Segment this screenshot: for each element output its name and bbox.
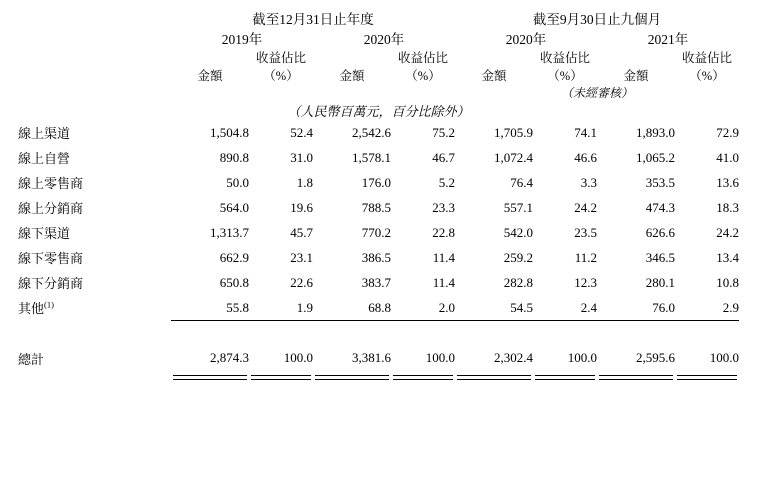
cell-value: 19.6 bbox=[290, 199, 313, 215]
cell-value: 2,542.6 bbox=[352, 124, 391, 140]
cell-value: 13.6 bbox=[716, 174, 739, 190]
row-label-online-retailers: 線上零售商 bbox=[18, 176, 84, 191]
cell-value: 46.7 bbox=[432, 149, 455, 165]
cell-value: 22.6 bbox=[290, 274, 313, 290]
cell-value: 259.2 bbox=[503, 249, 533, 265]
total-value: 100.0 bbox=[533, 343, 597, 373]
cell-value: 31.0 bbox=[290, 149, 313, 165]
cell-value: 1,065.2 bbox=[636, 149, 675, 165]
cell-value: 10.8 bbox=[716, 274, 739, 290]
cell-value: 18.3 bbox=[716, 199, 739, 215]
cell-value: 557.1 bbox=[503, 199, 533, 215]
header-unit-amount-2019: 金額 bbox=[197, 69, 223, 83]
currency-note-row bbox=[18, 101, 739, 120]
cell-value: 72.9 bbox=[716, 124, 739, 140]
cell-value: 74.1 bbox=[574, 124, 597, 140]
row-label-online-self-operated: 線上自營 bbox=[18, 151, 71, 166]
table-row bbox=[18, 195, 739, 220]
total-value: 100.0 bbox=[249, 343, 313, 373]
cell-value: 282.8 bbox=[503, 274, 533, 290]
cell-value: 1,578.1 bbox=[352, 149, 391, 165]
unaudited-note: （未經審核） bbox=[560, 86, 633, 100]
header-year-2020-ninemonth: 2020年 bbox=[505, 32, 547, 47]
cell-value: 386.5 bbox=[361, 249, 391, 265]
header-sub-row bbox=[18, 48, 739, 66]
cell-value: 1,705.9 bbox=[494, 124, 533, 140]
table-row bbox=[18, 145, 739, 170]
cell-value: 54.5 bbox=[510, 299, 533, 315]
header-corner-empty bbox=[18, 8, 171, 28]
header-year-empty bbox=[18, 28, 171, 48]
total-value: 100.0 bbox=[675, 343, 739, 373]
cell-value: 24.2 bbox=[574, 199, 597, 215]
cell-value: 11.4 bbox=[432, 274, 455, 290]
cell-value: 890.8 bbox=[219, 149, 249, 165]
header-sub-pct-2020a: 收益佔比 bbox=[397, 51, 448, 65]
cell-value: 788.5 bbox=[361, 199, 391, 215]
table-row bbox=[18, 295, 739, 321]
total-value: 2,595.6 bbox=[597, 343, 675, 373]
table-row bbox=[18, 220, 739, 245]
unaudited-empty bbox=[18, 84, 455, 101]
cell-value: 22.8 bbox=[432, 224, 455, 240]
unaudited-row bbox=[18, 84, 739, 101]
row-label-total: 總計 bbox=[18, 351, 45, 367]
cell-value: 3.3 bbox=[580, 174, 597, 190]
header-sub-spacer-2 bbox=[313, 48, 391, 66]
header-group-row bbox=[18, 8, 739, 28]
cell-value: 383.7 bbox=[361, 274, 391, 290]
header-sub-spacer-3 bbox=[455, 48, 533, 66]
cell-value: 11.4 bbox=[432, 249, 455, 265]
cell-value: 1,893.0 bbox=[636, 124, 675, 140]
total-value: 2,874.3 bbox=[171, 343, 249, 373]
header-sub-pct-2020n: 收益佔比 bbox=[539, 51, 590, 65]
cell-value: 50.0 bbox=[226, 174, 249, 190]
cell-value: 23.3 bbox=[432, 199, 455, 215]
header-unit-amount-2020a: 金額 bbox=[339, 69, 365, 83]
cell-value: 76.4 bbox=[510, 174, 533, 190]
row-label-others-text: 其他 bbox=[18, 301, 45, 317]
table-row bbox=[18, 245, 739, 270]
cell-value: 52.4 bbox=[290, 124, 313, 140]
cell-value: 41.0 bbox=[716, 149, 739, 165]
header-unit-amount-2021: 金額 bbox=[623, 69, 649, 83]
total-row bbox=[18, 343, 739, 373]
row-label-offline-retailers: 線下零售商 bbox=[18, 251, 84, 266]
header-unit-pct-2019: （%） bbox=[263, 69, 299, 83]
table-row bbox=[18, 170, 739, 195]
row-label-online-channel: 線上渠道 bbox=[18, 126, 71, 141]
cell-value: 13.4 bbox=[716, 249, 739, 265]
header-unit-pct-2020a: （%） bbox=[405, 69, 441, 83]
cell-value: 24.2 bbox=[716, 224, 739, 240]
cell-value: 5.2 bbox=[438, 174, 455, 190]
header-unit-pct-2020n: （%） bbox=[547, 69, 583, 83]
cell-value: 1,072.4 bbox=[494, 149, 533, 165]
currency-note: （人民幣百萬元，百分比除外） bbox=[287, 104, 470, 119]
cell-value: 176.0 bbox=[361, 174, 391, 190]
cell-value: 542.0 bbox=[503, 224, 533, 240]
total-spacer bbox=[18, 321, 739, 343]
header-group-ninemonth: 截至9月30日止九個月 bbox=[532, 12, 662, 27]
cell-value: 626.6 bbox=[645, 224, 675, 240]
row-label-offline-distributors: 線下分銷商 bbox=[18, 276, 84, 291]
cell-value: 23.1 bbox=[290, 249, 313, 265]
cell-value: 75.2 bbox=[432, 124, 455, 140]
cell-value: 2.9 bbox=[722, 299, 739, 315]
footnote-marker: (1) bbox=[44, 299, 54, 310]
cell-value: 76.0 bbox=[652, 299, 675, 315]
row-label-others bbox=[18, 295, 171, 321]
header-year-row bbox=[18, 28, 739, 48]
total-value: 2,302.4 bbox=[455, 343, 533, 373]
header-unit-amount-2020n: 金額 bbox=[481, 69, 507, 83]
cell-value: 1,313.7 bbox=[210, 224, 249, 240]
cell-value: 662.9 bbox=[219, 249, 249, 265]
cell-value: 346.5 bbox=[645, 249, 675, 265]
cell-value: 280.1 bbox=[645, 274, 675, 290]
header-year-2020-annual: 2020年 bbox=[363, 32, 405, 47]
header-sub-pct-2021: 收益佔比 bbox=[681, 51, 732, 65]
header-sub-spacer-1 bbox=[171, 48, 249, 66]
header-unit-pct-2021: （%） bbox=[689, 69, 725, 83]
header-unit-empty bbox=[18, 66, 171, 84]
total-value: 3,381.6 bbox=[313, 343, 391, 373]
cell-value: 2.4 bbox=[580, 299, 597, 315]
revenue-breakdown-table bbox=[18, 8, 739, 373]
spacer-cell bbox=[18, 321, 739, 343]
header-group-annual: 截至12月31日止年度 bbox=[252, 12, 374, 27]
cell-value: 11.2 bbox=[574, 249, 597, 265]
cell-value: 1.9 bbox=[296, 299, 313, 315]
cell-value: 68.8 bbox=[368, 299, 391, 315]
cell-value: 353.5 bbox=[645, 174, 675, 190]
cell-value: 2.0 bbox=[438, 299, 455, 315]
header-sub-empty bbox=[18, 48, 171, 66]
cell-value: 564.0 bbox=[219, 199, 249, 215]
cell-value: 650.8 bbox=[219, 274, 249, 290]
row-label-online-distributors: 線上分銷商 bbox=[18, 201, 84, 216]
header-year-2021: 2021年 bbox=[647, 32, 689, 47]
cell-value: 12.3 bbox=[574, 274, 597, 290]
cell-value: 474.3 bbox=[645, 199, 675, 215]
cell-value: 1.8 bbox=[296, 174, 313, 190]
cell-value: 45.7 bbox=[290, 224, 313, 240]
table-row bbox=[18, 120, 739, 145]
header-unit-row bbox=[18, 66, 739, 84]
row-label-offline-channel: 線下渠道 bbox=[18, 226, 71, 241]
cell-value: 770.2 bbox=[361, 224, 391, 240]
cell-value: 23.5 bbox=[574, 224, 597, 240]
header-sub-spacer-4 bbox=[597, 48, 675, 66]
cell-value: 46.6 bbox=[574, 149, 597, 165]
header-sub-pct-2019: 收益佔比 bbox=[255, 51, 306, 65]
header-year-2019: 2019年 bbox=[221, 32, 263, 47]
cell-value: 55.8 bbox=[226, 299, 249, 315]
total-value: 100.0 bbox=[391, 343, 455, 373]
table-row bbox=[18, 270, 739, 295]
cell-value: 1,504.8 bbox=[210, 124, 249, 140]
